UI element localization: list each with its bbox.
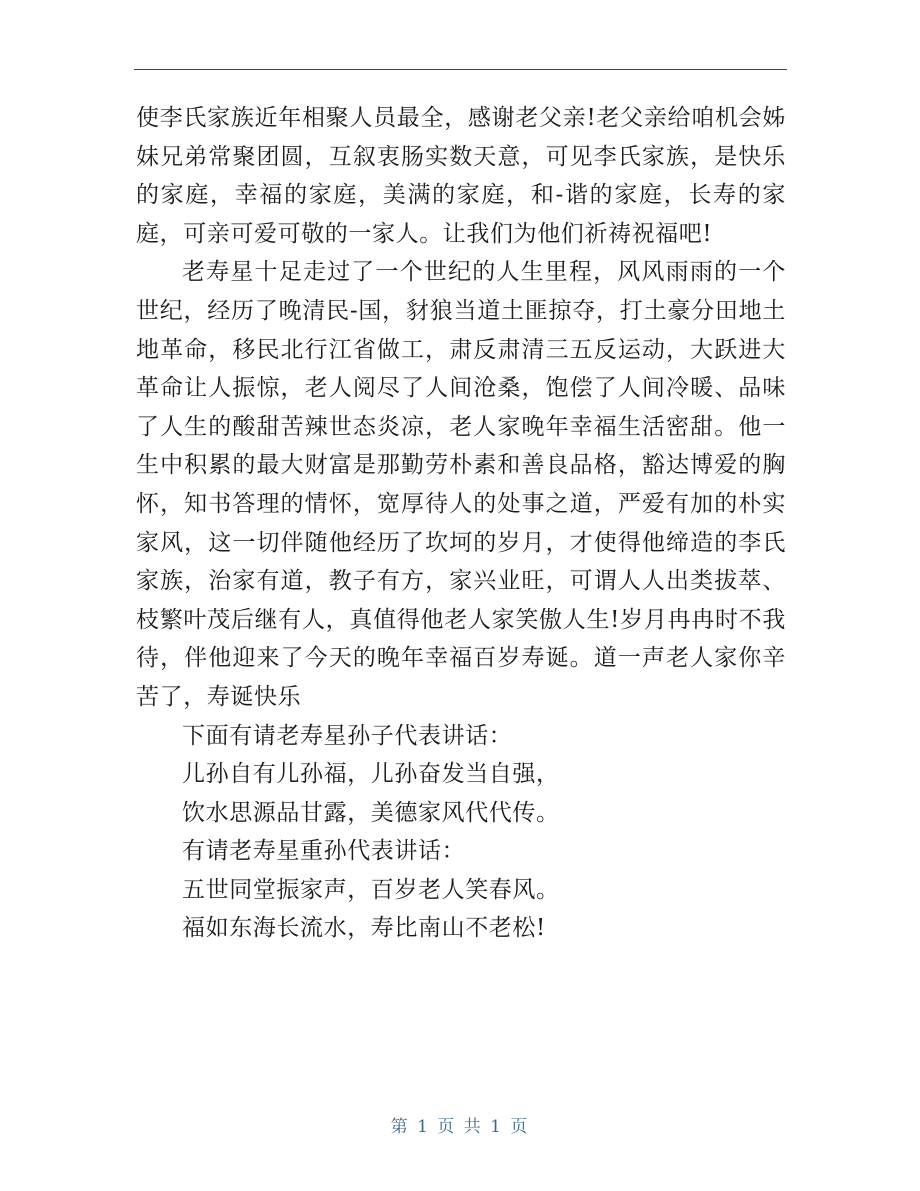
document-body — [136, 99, 786, 948]
line-poem-3: 五世同堂振家声，百岁老人笑春风。 — [182, 876, 560, 903]
header-rule — [134, 69, 787, 70]
line-poem-4: 福如东海长流水，寿比南山不老松! — [182, 915, 546, 942]
line-poem-1: 儿孙自有儿孙福，儿孙奋发当自强， — [182, 761, 560, 788]
page-number: 第 1 页 共 1 页 — [390, 1117, 530, 1137]
paragraph-2: 老寿星十足走过了一个世纪的人生里程，风风雨雨的一个世纪，经历了晚清民-国，豺狼当道土匪掠夺，打土豪分田地土地革命，移民北行江省做工，肃反肃清三五反运动，大跃进大革命让人振惊，老人阅尽了人间沧桑，饱偿了人间冷暖、品味了人生的酸甜苦辣世态炎凉，老人家晚年幸福生活密甜。他一生中积累的最大财富是那勤劳朴素和善良品格，豁达博爱的胸怀，知书答理的情怀，宽厚待人的处事之道，严爱有加的朴实家风，这一切伴随他经历了坎坷的岁月，才使得他缔造的李氏家族，治家有道，教子有方，家兴业旺，可谓人人出类拔萃、枝繁叶茂后继有人，真值得他老人家笑傲人生!岁月冉冉时不我待，伴他迎来了今天的晚年幸福百岁寿诞。道一声老人家你辛苦了，寿诞快乐 — [136, 259, 786, 710]
line-grandson-intro: 下面有请老寿星孙子代表讲话： — [182, 722, 513, 749]
paragraph-1: 使李氏家族近年相聚人员最全，感谢老父亲!老父亲给咱机会姊妹兄弟常聚团圆，互叙衷肠实数天意，可见李氏家族，是快乐的家庭，幸福的家庭，美满的家庭，和-谐的家庭，长寿的家庭，可亲可爱可敬的一家人。让我们为他们祈祷祝福吧! — [136, 105, 786, 247]
line-great-grandson-intro: 有请老寿星重孙代表讲话： — [182, 838, 466, 865]
line-poem-2: 饮水思源品甘露，美德家风代代传。 — [182, 799, 560, 826]
